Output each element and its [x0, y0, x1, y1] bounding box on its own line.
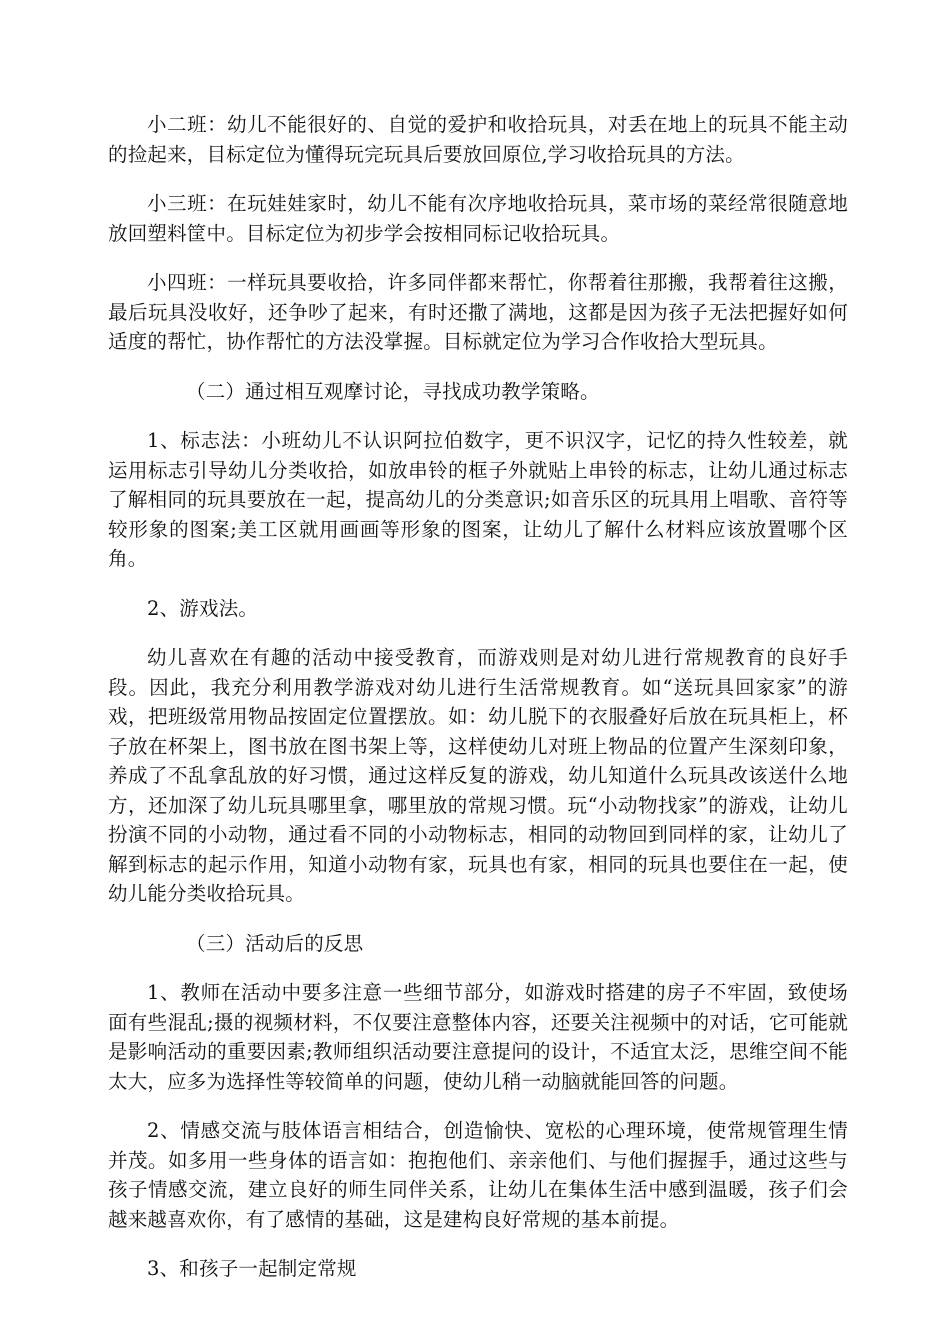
paragraph-class-3: 小三班：在玩娃娃家时，幼儿不能有次序地收拾玩具，菜市场的菜经常很随意地放回塑料筐中。目标定位为初步学会按相同标记收拾玩具。 — [108, 192, 848, 245]
paragraph-game-method: 幼儿喜欢在有趣的活动中接受教育，而游戏则是对幼儿进行常规教育的良好手段。因此，我充分利用教学游戏对幼儿进行生活常规教育。如“送玩具回家家”的游戏，把班级常用物品按固定位置摆放。如：幼儿脱下的衣服叠好后放在玩具柜上，杯子放在杯架上，图书放在图书架上等，这样使幼儿对班上物品的位置产生深刻印象，养成了不乱拿乱放的好习惯，通过这样反复的游戏，幼儿知道什么玩具改该送什么地方，还加深了幼儿玩具哪里拿，哪里放的常规习惯。玩“小动物找家”的游戏，让幼儿扮演不同的小动物，通过看不同的小动物标志，相同的动物回到同样的家，让幼儿了解到标志的起示作用，知道小动物有家，玩具也有家，相同的玩具也要住在一起，使幼儿能分类收拾玩具。 — [108, 646, 848, 905]
paragraph-class-2: 小二班：幼儿不能很好的、自觉的爱护和收拾玩具，对丢在地上的玩具不能主动的捡起来，目标定位为懂得玩完玩具后要放回原位,学习收拾玩具的方法。 — [108, 113, 848, 166]
paragraph-game-method-title: 2、游戏法。 — [147, 596, 259, 620]
paragraph-sign-method: 1、标志法：小班幼儿不认识阿拉伯数字，更不识汉字，记忆的持久性较差，就运用标志引导幼儿分类收拾，如放串铃的框子外就贴上串铃的标志，让幼儿通过标志了解相同的玩具要放在一起，提高幼儿的分类意识;如音乐区的玩具用上唱歌、音符等较形象的图案;美工区就用画画等形象的图案，让幼儿了解什么材料应该放置哪个区角。 — [108, 429, 848, 570]
paragraph-reflection-2: 2、情感交流与肢体语言相结合，创造愉快、宽松的心理环境，使常规管理生情并茂。如多用一些身体的语言如：抱抱他们、亲亲他们、与他们握握手，通过这些与孩子情感交流，建立良好的师生同伴关系，让幼儿在集体生活中感到温暖，孩子们会越来越喜欢你，有了感情的基础，这是建构良好常规的基本前提。 — [108, 1119, 848, 1231]
section-heading-2: （二）通过相互观摩讨论，寻找成功教学策略。 — [186, 379, 600, 403]
paragraph-reflection-1: 1、教师在活动中要多注意一些细节部分，如游戏时搭建的房子不牢固，致使场面有些混乱;摄的视频材料，不仅要注意整体内容，还要关注视频中的对话，它可能就是影响活动的重要因素;教师组织活动要注意提问的设计，不适宜太泛，思维空间不能太大，应多为选择性等较简单的问题，使幼儿稍一动脑就能回答的问题。 — [108, 981, 848, 1093]
section-heading-3: （三）活动后的反思 — [186, 931, 364, 955]
paragraph-reflection-3: 3、和孩子一起制定常规 — [147, 1257, 357, 1280]
paragraph-class-4: 小四班：一样玩具要收拾，许多同伴都来帮忙，你帮着往那搬，我帮着往这搬，最后玩具没收好，还争吵了起来，有时还撒了满地，这都是因为孩子无法把握好如何适度的帮忙，协作帮忙的方法没掌握。目标就定位为学习合作收拾大型玩具。 — [108, 271, 848, 353]
document-body — [108, 110, 848, 1304]
